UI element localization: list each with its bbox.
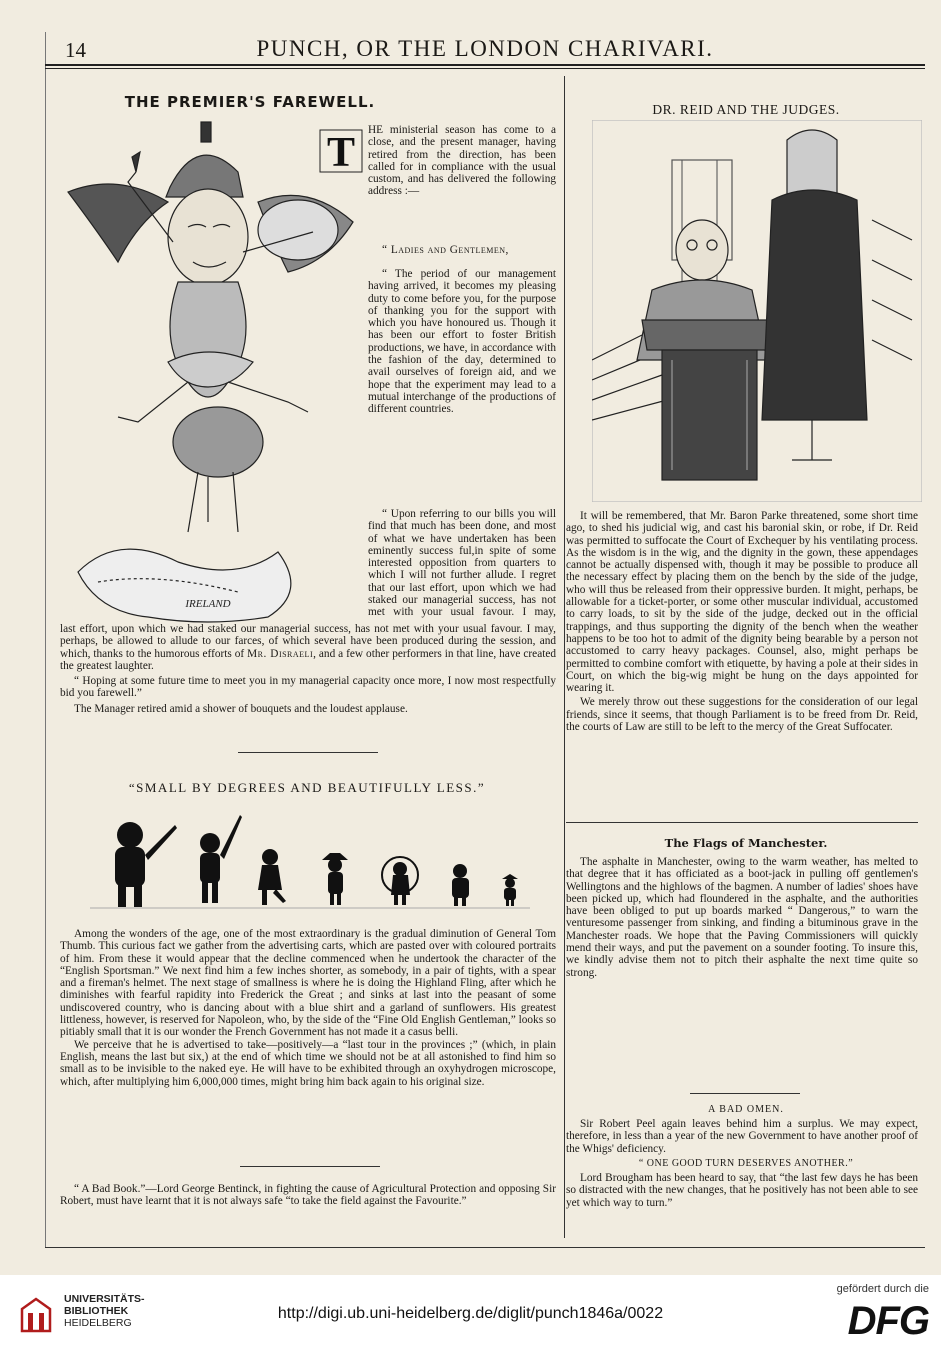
- dropcap-letter: [318, 128, 364, 174]
- omen-article-title: A BAD OMEN.: [708, 1104, 784, 1115]
- left-border: [45, 32, 46, 1247]
- omen-block: [566, 1118, 918, 1155]
- premier-para2-cont: last effort, upon which we had staked our managerial success, has not met with your usual favour. I may, perhaps, be allowed to allude to our farces, of which several have been produced during the session, and which, thanks to the humorous efforts of Mr. Disraeli, and a few other performers in that line, have created the greatest laughter.: [60, 623, 557, 672]
- page-header: [45, 32, 925, 62]
- silhouette-highland: [258, 849, 286, 905]
- tom-thumb-silhouettes: [90, 805, 530, 915]
- silhouette-sportsman: [115, 822, 177, 907]
- digitization-footer: [0, 1275, 941, 1357]
- page-bottom-rule: [45, 1247, 925, 1248]
- library-line-2: BIBLIOTHEK: [64, 1305, 129, 1317]
- funding-note: gefördert durch die: [836, 1283, 929, 1295]
- premier-article-title: THE PREMIER'S FAREWELL.: [124, 93, 376, 111]
- library-line-3: HEIDELBERG: [64, 1317, 132, 1329]
- section-rule: [238, 752, 378, 753]
- premier-opening-text: HE ministerial season has come to a close, and the present manager, having retired from the direction, has been called for in compliance with the usual custom, and has delivered the following address :—: [368, 124, 556, 198]
- reid-body: [566, 510, 918, 733]
- small-article-title: “SMALL BY DEGREES AND BEAUTIFULLY LESS.”: [128, 780, 486, 795]
- premier-cartoon: [58, 112, 358, 632]
- section-rule-2: [240, 1166, 380, 1167]
- silhouette-peasant: [382, 857, 418, 905]
- column-rule-2: [690, 1093, 800, 1094]
- premier-opening: [368, 124, 556, 198]
- flags-text: The asphalte in Manchester, owing to the warm weather, has melted to that degree that it has officiated as a boot-jack in pulling off gentlemen's Wellingtons and the highlows of the bagmen. A number of ladies' shoes have been picked up, which had floundered in the asphalte, and the authorities have been obliged to put up boards marked “ Dangerous,” to warn the venturesome passenger from sinking, and finding a bituminous grave in the Manchester roads. We hope that the Paving Commissioners will quickly mend their ways, and put the pavement on a sounder footing. To insure this, we kindly advise them not to pitch their asphalte the next time quite so strong.: [566, 856, 918, 979]
- permalink-url[interactable]: http://digi.ub.uni-heidelberg.de/diglit/punch1846a/0022: [277, 1305, 664, 1322]
- small-para1: Among the wonders of the age, one of the most extraordinary is the gradual diminution of General Tom Thumb. This curious fact we gather from the advertising carts, which are pasted over with coloured portraits of him. From these it would appear that the decline commenced when he undertook the character of the “English Sportsman.” We next find him a few inches shorter, as somebody, in a pair of tights, with a spear and a fireman's helmet. The next stage of smallness is where he is doing the Highland Fling, after which he diminishes with fearful rapidity into Frederick the Great ; and sinks at last into the peasant of some undiscovered country, who is dancing about with a blue shirt and a garland of sunflowers. His greatest littleness, however, is reserved for Napoleon, who, by the side of the “Fine Old English Gentleman,” looks so pitiably small that it is our wonder the French Government has not made it a casus belli.: [60, 928, 556, 1039]
- premier-salutation-block: [368, 244, 556, 256]
- reid-para2: We merely throw out these suggestions for the consideration of our legal friends, since it seems, that though Parliament is to be freed from Dr. Reid, the courts of Law are still to be left to the mercy of the Great Suffocater.: [566, 696, 918, 734]
- premier-para1: “ The period of our management having arrived, it becomes my pleasing duty to come before you, for the purpose of thanking you for the support with which you have honoured us. Though it has been our effort to foster British productions, we have, in accordance with the fashion of the day, determined to avail ourselves of foreign aid, and we hope that the experiment may lead to a mutual interchange of the productions of different countries.: [368, 268, 556, 416]
- cartoon-caption: IRELAND: [185, 598, 231, 610]
- header-rule: [45, 64, 925, 66]
- reid-article-title: DR. REID AND THE JUDGES.: [652, 102, 840, 117]
- premier-para1-block: [368, 268, 556, 416]
- reid-cartoon: [592, 120, 922, 502]
- library-line-1: UNIVERSITÄTS-: [64, 1293, 145, 1305]
- running-title: PUNCH, OR THE LONDON CHARIVARI.: [256, 36, 714, 61]
- silhouette-gentleman: [452, 864, 469, 906]
- premier-para2-block: [368, 508, 556, 618]
- badbook-block: [60, 1183, 556, 1208]
- premier-para3: “ Hoping at some future time to meet you in my managerial capacity once more, I now most respectfully bid you farewell.”: [60, 675, 556, 700]
- premier-para4: The Manager retired amid a shower of bouquets and the loudest applause.: [74, 702, 408, 715]
- flags-article-title: The Flags of Manchester.: [664, 836, 828, 850]
- silhouette-frederick: [322, 853, 348, 905]
- turn-block: [566, 1172, 918, 1209]
- silhouette-fireman: [200, 815, 242, 903]
- reid-para1: It will be remembered, that Mr. Baron Parke threatened, some short time ago, to shed his judicial wig, and cast his baronial skin, or robe, if Dr. Reid was permitted to suffocate the Court of Exchequer by his ventilating process. As the wisdom is in the wig, and the dignity in the gown, these appendages cannot be actually dispensed with, though it may be possible to produce all the necessary effect by placing them on the bench by the side of the judge, who will thus be released from their oppressive burden. It might, perhaps, be allowable for a ticket-porter, or some other muscular individual, accustomed to carry loads, to sit by the side of the judge, decked out in the official trappings, and thus supporting the dignity of the bench when the weather happens to be too hot to admit of the dignity being bearable by a person not accustomed to carry heavy packages. Counsel, also, might perhaps be permitted to combine comfort with etiquette, by having a pole at their sides in Court, on which the big-wig might be hung on the days appointed for wearing it.: [566, 510, 918, 695]
- silhouette-napoleon: [502, 874, 518, 906]
- column-divider: [564, 76, 565, 1238]
- small-para2: We perceive that he is advertised to take—positively—a “last tour in the provinces ;” (which, in plain English, means the last but six,) at the end of which time we should not be at all astonished to find him so small as to be invisible to the naked eye. He will have to be exhibited through an oxyhydrogen microscope, which, after multiplying him 6,000,000 times, might bring him back again to his original size.: [60, 1038, 556, 1088]
- dfg-logo[interactable]: DFG: [847, 1299, 929, 1343]
- flags-block: [566, 856, 918, 979]
- turn-article-title: “ ONE GOOD TURN DESERVES ANOTHER.”: [638, 1158, 854, 1169]
- page-number: 14: [65, 38, 86, 62]
- column-rule: [566, 822, 918, 823]
- badbook-text: “ A Bad Book.”—Lord George Bentinck, in fighting the cause of Agricultural Protection and opposing Sir Robert, must have learnt that it is not always safe “to take the field against the Favourite.”: [60, 1183, 556, 1208]
- premier-salutation: “ Ladies and Gentlemen,: [382, 244, 509, 256]
- turn-text: Lord Brougham has been heard to say, that “the last few days he has been so distracted with the new changes, that he positively has not been able to see yet which way to turn.”: [566, 1172, 918, 1209]
- dropcap-text: T: [326, 130, 356, 174]
- premier-para2: “ Upon referring to our bills you will find that much has been done, and most of what we have undertaken has been eminently success ful,in spite of some interested opposition from quarters to which I will not further allude. I regret that our last effort, upon which we had staked our managerial success, has not met with your usual favour. I may,: [368, 508, 556, 618]
- header-rule-thin: [45, 68, 925, 69]
- small-body: [60, 928, 556, 1088]
- omen-text: Sir Robert Peel again leaves behind him a surplus. We may expect, therefore, in less than a year of the new Government to have another proof of the Whigs' deficiency.: [566, 1118, 918, 1155]
- premier-continuation: [60, 623, 556, 715]
